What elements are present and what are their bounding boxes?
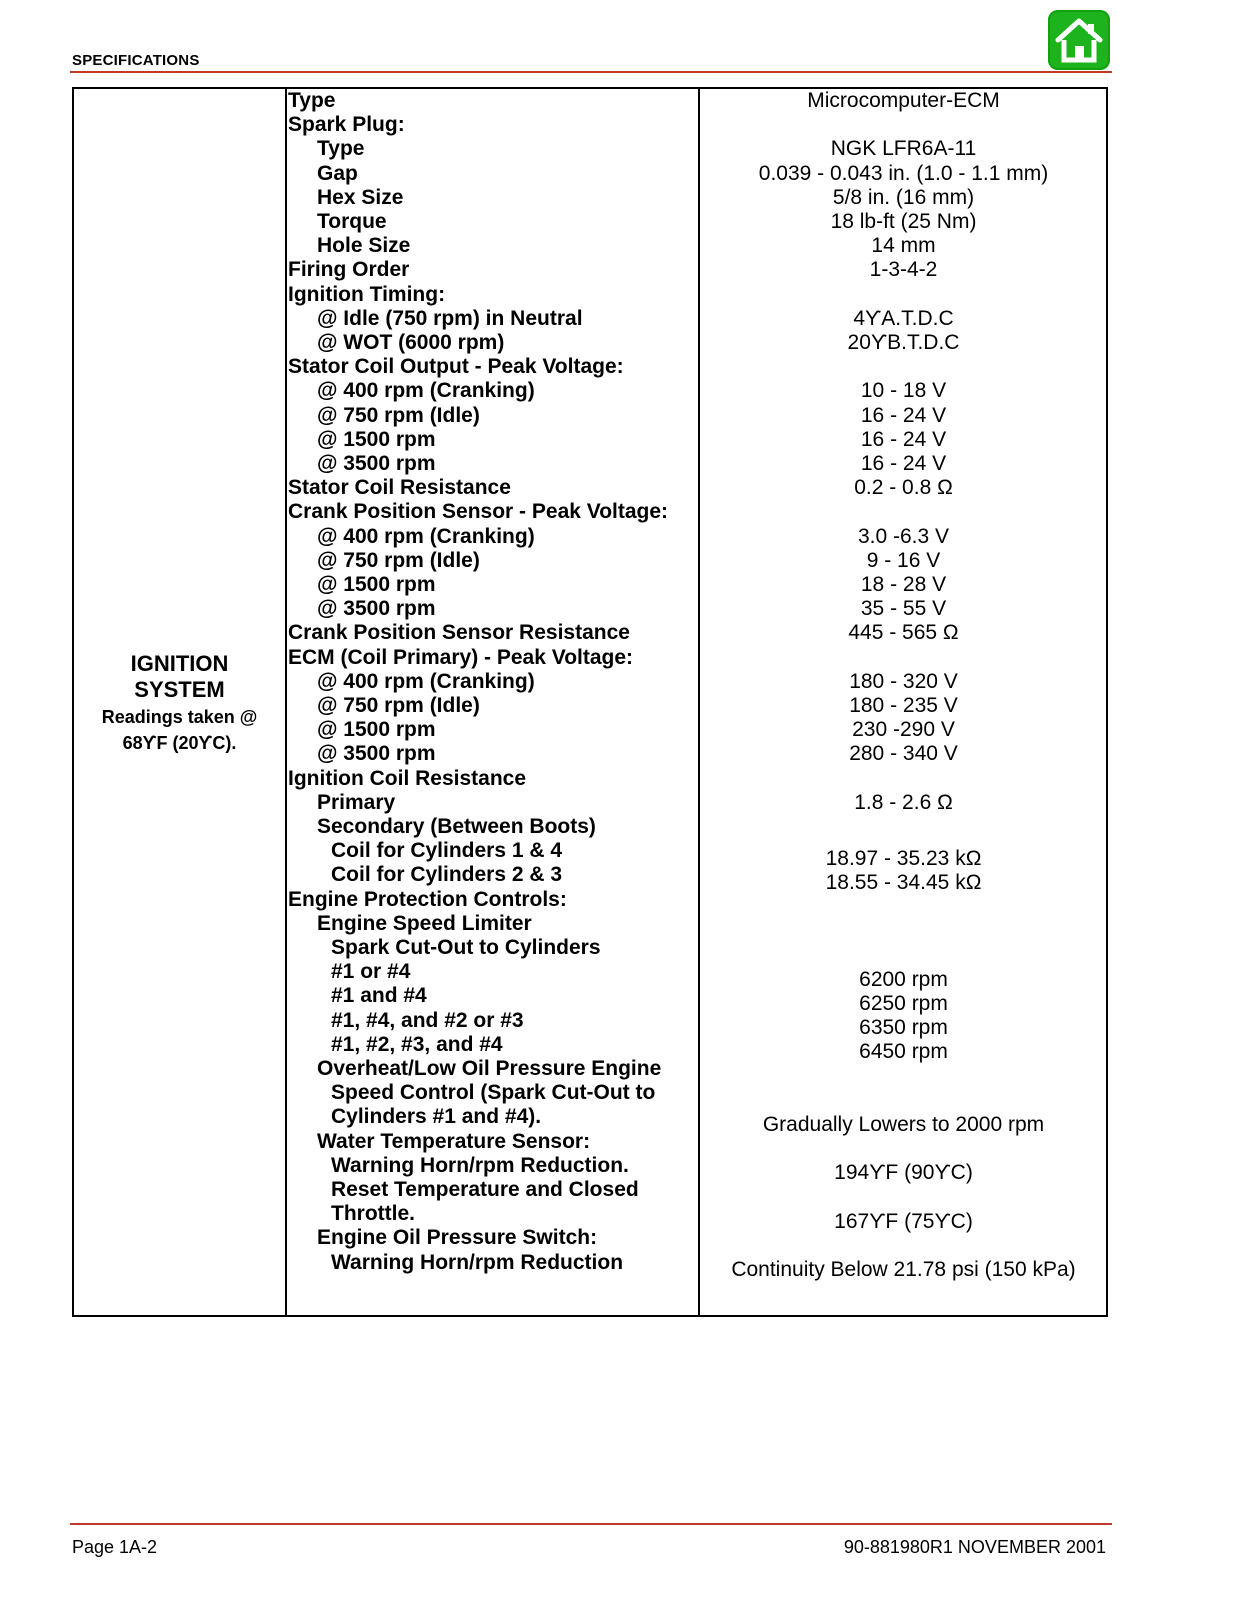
spec-label: Type	[317, 137, 365, 161]
spec-label: Spark Plug:	[288, 113, 405, 137]
spec-value: 16 - 24 V	[860, 452, 947, 475]
spec-label: #1 and #4	[331, 984, 427, 1008]
spec-value: 35 - 55 V	[860, 597, 947, 621]
spec-label: #1, #4, and #2 or #3	[331, 1008, 524, 1032]
spec-value: 6450 rpm	[859, 1040, 948, 1063]
spec-value: 18.55 - 34.45 kΩ	[825, 871, 982, 894]
section-title: IGNITION	[130, 651, 229, 676]
spec-value: 18 - 28 V	[860, 573, 947, 596]
spec-label: @ 750 rpm (Idle)	[317, 694, 480, 717]
spec-value: 0.039 - 0.043 in. (1.0 - 1.1 mm)	[758, 161, 1049, 185]
spec-label: Primary	[317, 790, 396, 814]
header-divider	[70, 71, 1112, 73]
spec-label: @ 1500 rpm	[317, 427, 436, 451]
spec-label: Warning Horn/rpm Reduction.	[331, 1153, 629, 1177]
spec-label: Coil for Cylinders 2 & 3	[331, 863, 563, 887]
spec-value: 445 - 565 Ω	[848, 621, 959, 645]
spec-label: #1 or #4	[331, 960, 411, 984]
spec-label: Torque	[317, 210, 387, 233]
spec-label: @ 400 rpm (Cranking)	[317, 524, 535, 548]
spec-label: Crank Position Sensor - Peak Voltage:	[288, 500, 669, 524]
spec-value: 18 lb-ft (25 Nm)	[830, 210, 977, 233]
spec-value: 194ϒF (90ϒC)	[834, 1161, 973, 1184]
spec-label: @ 3500 rpm	[317, 452, 436, 475]
spec-label: Speed Control (Spark Cut-Out to	[331, 1081, 656, 1105]
spec-label: @ Idle (750 rpm) in Neutral	[317, 306, 583, 330]
spec-value: 14 mm	[871, 234, 936, 258]
spec-label: @ 1500 rpm	[317, 573, 436, 596]
spec-label: Ignition Timing:	[288, 282, 446, 306]
spec-label: Coil for Cylinders 1 & 4	[331, 839, 563, 863]
spec-value: Gradually Lowers to 2000 rpm	[762, 1113, 1045, 1136]
spec-value: 4ϒA.T.D.C	[853, 306, 954, 330]
spec-label: Gap	[317, 161, 358, 185]
spec-value: NGK LFR6A-11	[830, 137, 977, 161]
spec-label: @ WOT (6000 rpm)	[317, 331, 505, 354]
spec-value: 180 - 235 V	[849, 694, 958, 717]
spec-label: Crank Position Sensor Resistance	[288, 621, 630, 645]
spec-label: @ 400 rpm (Cranking)	[317, 669, 535, 693]
spec-label: Secondary (Between Boots)	[317, 815, 596, 838]
spec-label: @ 3500 rpm	[317, 597, 436, 621]
section-cell	[74, 651, 285, 755]
spec-value: 20ϒB.T.D.C	[847, 331, 960, 354]
spec-label: Firing Order	[288, 258, 410, 282]
spec-value: 280 - 340 V	[849, 742, 958, 766]
spec-label: Engine Speed Limiter	[317, 911, 532, 935]
spec-label: Hole Size	[317, 234, 411, 258]
spec-label: Engine Oil Pressure Switch:	[317, 1226, 598, 1250]
spec-label: Engine Protection Controls:	[288, 887, 567, 911]
spec-label: @ 1500 rpm	[317, 718, 436, 742]
spec-label: Cylinders #1 and #4).	[331, 1105, 542, 1129]
spec-value: 6250 rpm	[859, 992, 948, 1015]
spec-value: 1.8 - 2.6 Ω	[854, 790, 953, 814]
spec-value: 5/8 in. (16 mm)	[832, 185, 975, 209]
spec-value: 1-3-4-2	[869, 258, 938, 282]
spec-label: Stator Coil Output - Peak Voltage:	[288, 355, 624, 379]
column-divider	[285, 89, 287, 1315]
spec-value: 6200 rpm	[859, 968, 948, 991]
spec-value: 6350 rpm	[859, 1016, 948, 1039]
spec-value: 9 - 16 V	[866, 548, 941, 572]
spec-label: Ignition Coil Resistance	[288, 766, 527, 790]
spec-value: 230 -290 V	[852, 718, 955, 742]
spec-value: 180 - 320 V	[849, 669, 958, 693]
home-icon	[1054, 16, 1104, 64]
spec-label: Water Temperature Sensor:	[317, 1129, 591, 1153]
spec-label: Spark Cut-Out to Cylinders	[331, 936, 601, 959]
spec-label: Type	[288, 89, 336, 112]
spec-label: #1, #2, #3, and #4	[331, 1032, 503, 1056]
spec-label: Overheat/Low Oil Pressure Engine	[317, 1057, 662, 1080]
spec-label: ECM (Coil Primary) - Peak Voltage:	[288, 645, 634, 669]
spec-value: 167ϒF (75ϒC)	[834, 1210, 973, 1233]
section-note: Readings taken @	[101, 707, 258, 727]
ignition-spec-table	[72, 87, 1108, 1317]
document-id: 90-881980R1 NOVEMBER 2001	[843, 1537, 1106, 1557]
spec-value: Continuity Below 21.78 psi (150 kPa)	[731, 1258, 1076, 1281]
footer-divider	[70, 1523, 1112, 1525]
spec-value: 18.97 - 35.23 kΩ	[825, 847, 982, 870]
spec-label: Warning Horn/rpm Reduction	[331, 1250, 624, 1274]
page-number: Page 1A-2	[72, 1537, 158, 1557]
column-divider	[698, 89, 700, 1315]
spec-label: @ 750 rpm (Idle)	[317, 403, 480, 427]
spec-value: 0.2 - 0.8 Ω	[854, 476, 953, 500]
section-title: SYSTEM	[134, 677, 225, 702]
spec-label: Stator Coil Resistance	[288, 476, 511, 500]
page-header-title: SPECIFICATIONS	[72, 52, 200, 69]
spec-label: @ 3500 rpm	[317, 742, 436, 766]
spec-value: 16 - 24 V	[860, 427, 947, 451]
spec-label: Throttle.	[331, 1202, 415, 1226]
spec-label: @ 750 rpm (Idle)	[317, 548, 480, 572]
spec-value: 16 - 24 V	[860, 403, 947, 427]
spec-label: @ 400 rpm (Cranking)	[317, 379, 535, 403]
home-button[interactable]	[1048, 10, 1110, 70]
spec-label: Reset Temperature and Closed	[331, 1178, 639, 1201]
spec-value: 10 - 18 V	[860, 379, 947, 403]
spec-value: 3.0 -6.3 V	[857, 524, 950, 548]
spec-value: Microcomputer-ECM	[807, 89, 1000, 112]
section-note: 68ϒF (20ϒC).	[122, 733, 237, 753]
spec-label: Hex Size	[317, 185, 404, 209]
